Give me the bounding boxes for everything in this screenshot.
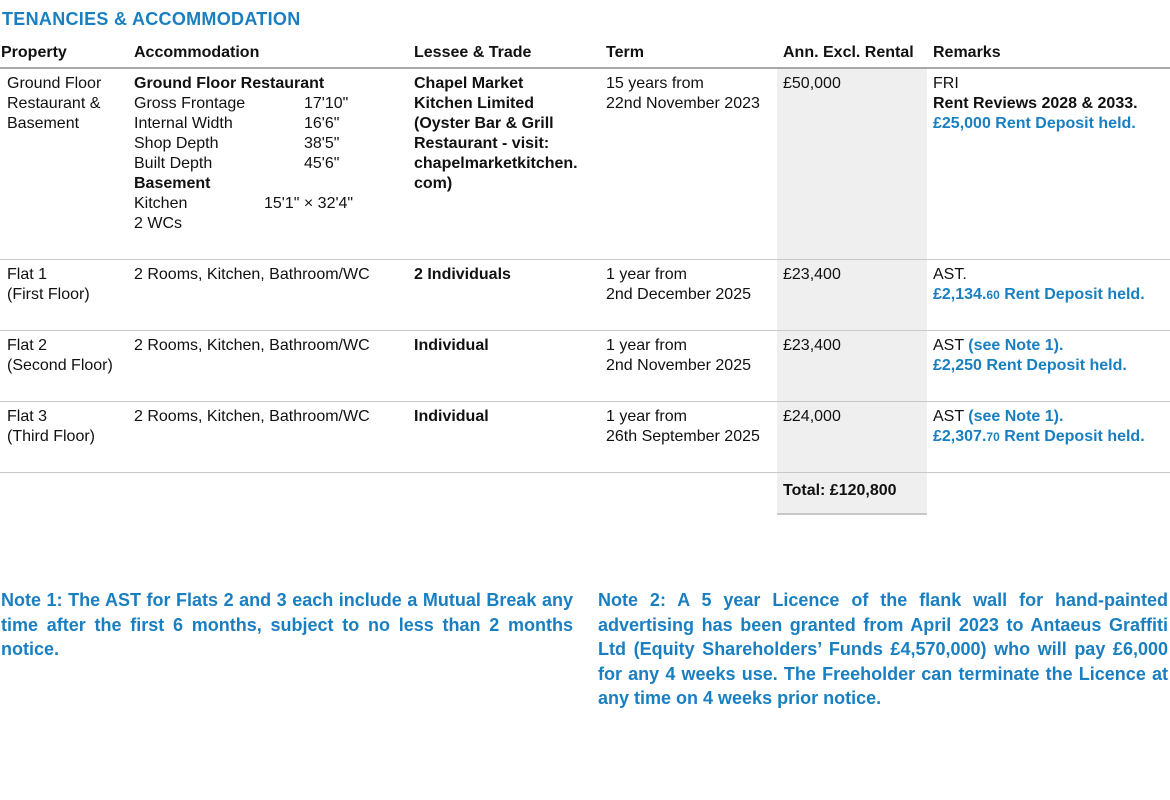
lessee-cell: Individual — [408, 402, 600, 473]
header-property: Property — [0, 40, 128, 68]
note-2: Note 2: A 5 year Licence of the flank wall for hand-painted advertising has been granted from April 2023 to Antaeus Graffiti Ltd (Equity Shareholders’ Funds £4,570,000) who will pay £6,000 for any 4 weeks use. The Freeholder can terminate the Licence at any time on 4 weeks prior notice. — [598, 590, 1168, 708]
property-line: Restaurant & — [7, 95, 101, 112]
header-accommodation: Accommodation — [128, 40, 408, 68]
dimension-row: Built Depth 45'6" — [134, 155, 340, 172]
term-cell: 1 year from 2nd November 2025 — [600, 331, 777, 402]
term-cell: 1 year from 2nd December 2025 — [600, 260, 777, 331]
property-cell — [0, 68, 128, 260]
property-cell: Flat 3 (Third Floor) — [0, 402, 128, 473]
dimension-row: Internal Width 16'6" — [134, 115, 340, 132]
dimension-row: Gross Frontage 17'10" — [134, 95, 349, 112]
header-rental: Ann. Excl. Rental — [777, 40, 927, 68]
accommodation-cell: 2 Rooms, Kitchen, Bathroom/WC — [128, 402, 408, 473]
note-1: Note 1: The AST for Flats 2 and 3 each include a Mutual Break any time after the first 6 months, subject to no less than 2 months notice. — [1, 590, 573, 659]
total-row — [0, 473, 1170, 515]
remarks-cell: FRI Rent Reviews 2028 & 2033. £25,000 Rent Deposit held. — [927, 68, 1170, 260]
table-header-row — [0, 40, 1170, 68]
lessee-cell: 2 Individuals — [408, 260, 600, 331]
table-row — [0, 402, 1170, 473]
term-cell: 1 year from 26th September 2025 — [600, 402, 777, 473]
page-title: TENANCIES & ACCOMMODATION — [2, 9, 301, 29]
accommodation-cell: 2 Rooms, Kitchen, Bathroom/WC — [128, 331, 408, 402]
header-lessee: Lessee & Trade — [408, 40, 600, 68]
table-row — [0, 260, 1170, 331]
property-line: Ground Floor — [7, 75, 102, 92]
table-row — [0, 68, 1170, 260]
property-line: Basement — [7, 115, 80, 132]
rent-cell: £24,000 — [777, 402, 927, 473]
lessee-cell: Chapel Market Kitchen Limited (Oyster Bar & Grill Restaurant - visit: chapelmarketkitchen. com) — [408, 68, 600, 260]
table-row — [0, 331, 1170, 402]
term-cell: 15 years from 22nd November 2023 — [600, 68, 777, 260]
rent-cell: £50,000 — [777, 68, 927, 260]
accommodation-heading: Basement — [134, 175, 211, 192]
accommodation-cell: 2 Rooms, Kitchen, Bathroom/WC — [128, 260, 408, 331]
header-term: Term — [600, 40, 777, 68]
accommodation-line: 2 WCs — [134, 215, 182, 232]
property-cell: Flat 2 (Second Floor) — [0, 331, 128, 402]
rent-cell: £23,400 — [777, 331, 927, 402]
rent-cell: £23,400 — [777, 260, 927, 331]
dimension-row: Shop Depth 38'5" — [134, 135, 340, 152]
accommodation-heading: Ground Floor Restaurant — [134, 75, 325, 92]
remarks-cell: AST (see Note 1). £2,307.70 Rent Deposit held. — [927, 402, 1170, 473]
accommodation-cell — [128, 68, 408, 260]
dimension-row: Kitchen 15'1" × 32'4" — [134, 195, 354, 212]
tenancy-table — [0, 40, 1170, 515]
property-cell: Flat 1 (First Floor) — [0, 260, 128, 331]
remarks-cell: AST. £2,134.60 Rent Deposit held. — [927, 260, 1170, 331]
total-rent: Total: £120,800 — [777, 473, 927, 515]
lessee-cell: Individual — [408, 331, 600, 402]
header-remarks: Remarks — [927, 40, 1170, 68]
remarks-cell: AST (see Note 1). £2,250 Rent Deposit held. — [927, 331, 1170, 402]
